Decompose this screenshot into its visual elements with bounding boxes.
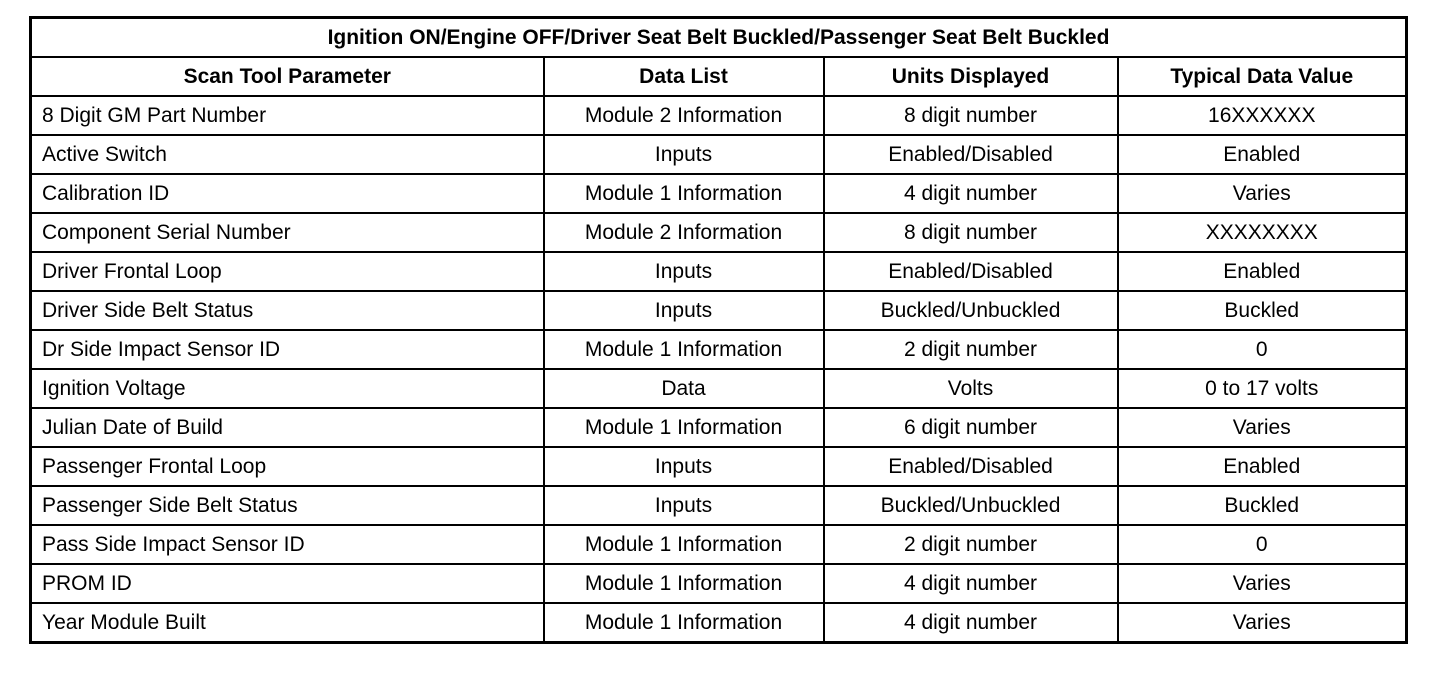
table-row: [31, 525, 1407, 564]
table-row: [31, 96, 1407, 135]
cell-parameter: 8 Digit GM Part Number: [31, 96, 544, 135]
cell-parameter: Driver Frontal Loop: [31, 252, 544, 291]
table-row: [31, 369, 1407, 408]
cell-data-list: Module 1 Information: [544, 408, 824, 447]
table-row: [31, 408, 1407, 447]
cell-typical-value: Varies: [1118, 174, 1407, 213]
cell-typical-value: 0 to 17 volts: [1118, 369, 1407, 408]
table-body: [31, 96, 1407, 643]
cell-typical-value: Enabled: [1118, 252, 1407, 291]
table-row: [31, 447, 1407, 486]
cell-units: Enabled/Disabled: [824, 447, 1118, 486]
table-row: [31, 603, 1407, 643]
column-header-row: [31, 57, 1407, 96]
cell-data-list: Data: [544, 369, 824, 408]
cell-data-list: Module 1 Information: [544, 564, 824, 603]
table-row: [31, 135, 1407, 174]
cell-parameter: Year Module Built: [31, 603, 544, 643]
cell-parameter: Ignition Voltage: [31, 369, 544, 408]
table-row: [31, 330, 1407, 369]
table-row: [31, 252, 1407, 291]
header-scan-tool-parameter: Scan Tool Parameter: [31, 57, 544, 96]
cell-units: 2 digit number: [824, 525, 1118, 564]
cell-units: 8 digit number: [824, 96, 1118, 135]
cell-typical-value: Varies: [1118, 603, 1407, 643]
cell-typical-value: Enabled: [1118, 447, 1407, 486]
cell-parameter: Pass Side Impact Sensor ID: [31, 525, 544, 564]
cell-parameter: Driver Side Belt Status: [31, 291, 544, 330]
table-row: [31, 291, 1407, 330]
cell-parameter: Component Serial Number: [31, 213, 544, 252]
cell-parameter: Dr Side Impact Sensor ID: [31, 330, 544, 369]
cell-units: 4 digit number: [824, 174, 1118, 213]
cell-data-list: Module 1 Information: [544, 174, 824, 213]
cell-data-list: Inputs: [544, 486, 824, 525]
cell-data-list: Inputs: [544, 135, 824, 174]
cell-data-list: Inputs: [544, 291, 824, 330]
cell-typical-value: Buckled: [1118, 291, 1407, 330]
cell-units: 6 digit number: [824, 408, 1118, 447]
cell-parameter: Passenger Frontal Loop: [31, 447, 544, 486]
cell-parameter: Calibration ID: [31, 174, 544, 213]
cell-units: 2 digit number: [824, 330, 1118, 369]
table-row: [31, 564, 1407, 603]
cell-data-list: Inputs: [544, 252, 824, 291]
cell-units: Enabled/Disabled: [824, 252, 1118, 291]
table-title: Ignition ON/Engine OFF/Driver Seat Belt Buckled/Passenger Seat Belt Buckled: [31, 18, 1407, 58]
cell-data-list: Module 1 Information: [544, 330, 824, 369]
table-row: [31, 174, 1407, 213]
cell-data-list: Module 2 Information: [544, 213, 824, 252]
cell-units: 4 digit number: [824, 564, 1118, 603]
cell-units: Buckled/Unbuckled: [824, 486, 1118, 525]
cell-parameter: Passenger Side Belt Status: [31, 486, 544, 525]
cell-parameter: Julian Date of Build: [31, 408, 544, 447]
cell-units: Volts: [824, 369, 1118, 408]
cell-typical-value: 0: [1118, 525, 1407, 564]
cell-units: 4 digit number: [824, 603, 1118, 643]
cell-data-list: Module 1 Information: [544, 525, 824, 564]
cell-parameter: PROM ID: [31, 564, 544, 603]
cell-typical-value: Varies: [1118, 564, 1407, 603]
cell-typical-value: 16XXXXXX: [1118, 96, 1407, 135]
header-data-list: Data List: [544, 57, 824, 96]
cell-data-list: Inputs: [544, 447, 824, 486]
cell-typical-value: Enabled: [1118, 135, 1407, 174]
cell-parameter: Active Switch: [31, 135, 544, 174]
scan-tool-data-table: [29, 16, 1408, 644]
cell-units: Enabled/Disabled: [824, 135, 1118, 174]
cell-units: Buckled/Unbuckled: [824, 291, 1118, 330]
cell-typical-value: 0: [1118, 330, 1407, 369]
header-units-displayed: Units Displayed: [824, 57, 1118, 96]
table-title-row: [31, 18, 1407, 58]
cell-data-list: Module 2 Information: [544, 96, 824, 135]
cell-typical-value: Buckled: [1118, 486, 1407, 525]
cell-data-list: Module 1 Information: [544, 603, 824, 643]
table-row: [31, 486, 1407, 525]
header-typical-data-value: Typical Data Value: [1118, 57, 1407, 96]
cell-typical-value: Varies: [1118, 408, 1407, 447]
cell-typical-value: XXXXXXXX: [1118, 213, 1407, 252]
document-sheet: [29, 16, 1405, 644]
table-row: [31, 213, 1407, 252]
cell-units: 8 digit number: [824, 213, 1118, 252]
